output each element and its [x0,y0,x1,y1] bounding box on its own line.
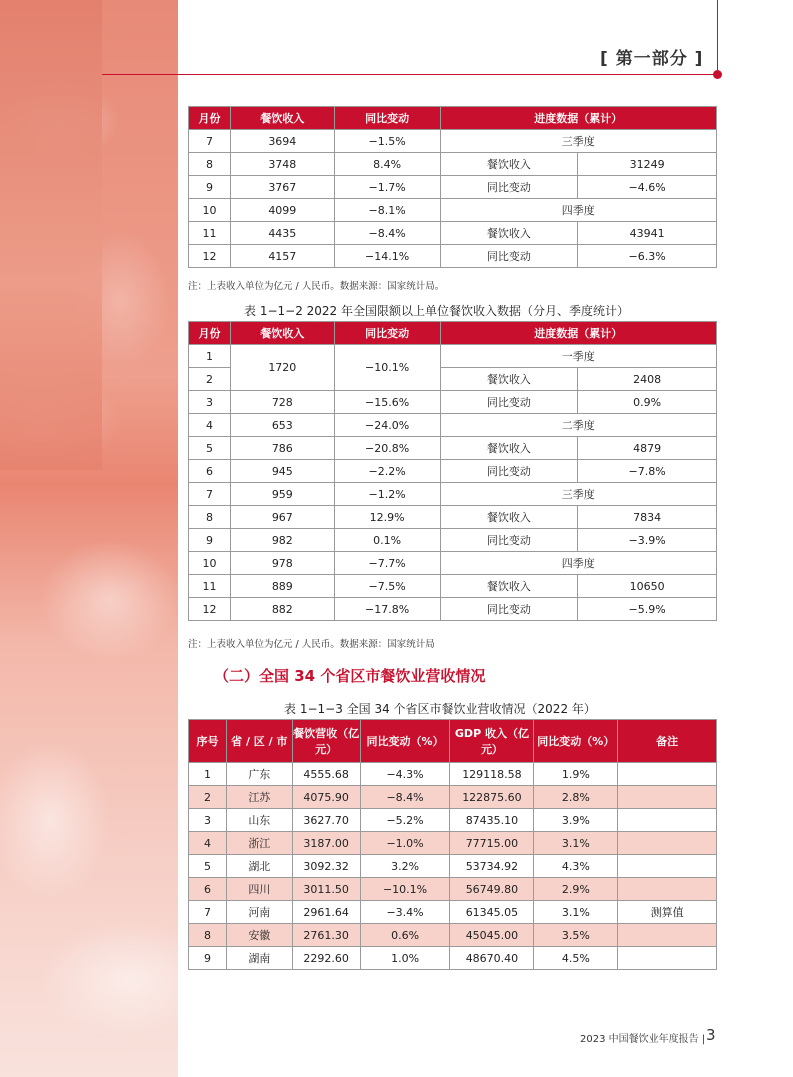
table-cell: 1.9% [534,763,618,786]
col-index: 序号 [189,720,227,763]
table-cell: 3187.00 [292,832,360,855]
table-cell: 0.9% [578,391,717,414]
col-change: 同比变动 [334,322,440,345]
table-cell: −1.2% [334,483,440,506]
table-cell: −7.7% [334,552,440,575]
table-cell: 77715.00 [450,832,534,855]
table-cell: 湖北 [226,855,292,878]
table-cell: 8 [189,924,227,947]
table-cell: 3 [189,809,227,832]
section-heading: （二）全国 34 个省区市餐饮业营收情况 [214,667,486,685]
table-cell: 餐饮收入 [440,575,578,598]
table-cell: 1720 [230,345,334,391]
table-cell: 2761.30 [292,924,360,947]
table-cell: 6 [189,878,227,901]
table-cell: −10.1% [360,878,450,901]
table-cell: 7834 [578,506,717,529]
table-cell: 9 [189,529,231,552]
table-cell: −3.4% [360,901,450,924]
table-cell: 河南 [226,901,292,924]
table-cell: 0.6% [360,924,450,947]
table-cell: 11 [189,575,231,598]
table-cell [618,832,717,855]
table-cell: 2408 [578,368,717,391]
table-cell: 43941 [578,222,717,245]
col-gdp-change: 同比变动（%） [534,720,618,763]
table-cell: 浙江 [226,832,292,855]
table-cell: 8 [189,153,231,176]
table-cell: 6 [189,460,231,483]
table-cell: 三季度 [440,130,716,153]
table-cell: 31249 [578,153,717,176]
table-cell: 2961.64 [292,901,360,924]
table-row [189,924,717,947]
table-cell: 56749.80 [450,878,534,901]
table-cell: 4075.90 [292,786,360,809]
page-number: 3 [706,1026,716,1044]
table-cell: 四川 [226,878,292,901]
table-cell: 786 [230,437,334,460]
table-cell: 9 [189,947,227,970]
table-row [189,222,717,245]
table-cell: 8.4% [334,153,440,176]
col-revenue-change: 同比变动（%） [360,720,450,763]
table-cell: −17.8% [334,598,440,621]
table-cell: 4.5% [534,947,618,970]
table-cell: 48670.40 [450,947,534,970]
table-row [189,245,717,268]
table-cell: 安徽 [226,924,292,947]
table-cell: 8 [189,506,231,529]
col-progress: 进度数据（累计） [440,322,716,345]
table-cell: 3748 [230,153,334,176]
table-cell: 959 [230,483,334,506]
table-cell: 4555.68 [292,763,360,786]
col-province: 省 / 区 / 市 [226,720,292,763]
table-cell: 3.2% [360,855,450,878]
table-cell: −4.6% [578,176,717,199]
col-gdp: GDP 收入（亿元） [450,720,534,763]
table-cell: −14.1% [334,245,440,268]
table-row [189,901,717,924]
table-cell: 12 [189,245,231,268]
table-cell: −8.4% [334,222,440,245]
col-remarks: 备注 [618,720,717,763]
table-cell: 同比变动 [440,529,578,552]
table-cell: −6.3% [578,245,717,268]
table3-caption: 表 1−1−3 全国 34 个省区市餐饮业营收情况（2022 年） [284,702,596,716]
table-cell: 3627.70 [292,809,360,832]
table-cell [618,855,717,878]
table-cell: 4157 [230,245,334,268]
table-cell: 餐饮收入 [440,222,578,245]
col-revenue: 餐饮收入 [230,107,334,130]
table-cell: 江苏 [226,786,292,809]
table-cell: 889 [230,575,334,598]
table-cell: −20.8% [334,437,440,460]
table-cell: 11 [189,222,231,245]
table2-caption: 表 1−1−2 2022 年全国限额以上单位餐饮收入数据（分月、季度统计） [244,304,629,318]
table-row [189,786,717,809]
table-cell: 4099 [230,199,334,222]
table-cell: 同比变动 [440,391,578,414]
table-cell: 1 [189,763,227,786]
table-cell: 12.9% [334,506,440,529]
table-cell: −8.4% [360,786,450,809]
table-cell: 山东 [226,809,292,832]
table-cell: −24.0% [334,414,440,437]
table-cell: 3.1% [534,832,618,855]
table-cell: 5 [189,855,227,878]
table-row [189,199,717,222]
header-rule [102,74,717,75]
table-cell: 3.1% [534,901,618,924]
table-cell: −5.2% [360,809,450,832]
table-cell: 广东 [226,763,292,786]
table-cell: −4.3% [360,763,450,786]
header-rule-dot [713,70,722,79]
table-row [189,832,717,855]
table-cell: 10 [189,199,231,222]
section-label: [ 第一部分 ] [600,49,704,69]
table-cell: −3.9% [578,529,717,552]
table-row [189,437,717,460]
table-row [189,345,717,368]
table-cell: 7 [189,483,231,506]
table-cell: 餐饮收入 [440,437,578,460]
table-cell: 3.9% [534,809,618,832]
table-cell: −7.8% [578,460,717,483]
table-row [189,130,717,153]
table-cell: 2 [189,786,227,809]
table-cell: 122875.60 [450,786,534,809]
table-row [189,552,717,575]
table-cell: 2 [189,368,231,391]
table-cell: 同比变动 [440,598,578,621]
table-row [189,878,717,901]
table-provinces [188,719,717,970]
table-row [189,809,717,832]
table-cell: 7 [189,901,227,924]
table-cell [618,763,717,786]
table-cell: −1.0% [360,832,450,855]
table-cell: 四季度 [440,199,716,222]
table-row [189,575,717,598]
table-cell: 2.8% [534,786,618,809]
table-cell: 3 [189,391,231,414]
table-cell: −10.1% [334,345,440,391]
col-progress: 进度数据（累计） [440,107,716,130]
table-cell: −8.1% [334,199,440,222]
table-cell: 87435.10 [450,809,534,832]
table-cell: 10 [189,552,231,575]
table-cell: 3011.50 [292,878,360,901]
table-cell: −2.2% [334,460,440,483]
table-row [189,153,717,176]
table-cell: 7 [189,130,231,153]
table-cell: 同比变动 [440,245,578,268]
table-row [189,598,717,621]
col-revenue: 餐饮收入 [230,322,334,345]
table-row [189,414,717,437]
table-row [189,947,717,970]
table-cell: 4879 [578,437,717,460]
table-cell: 餐饮收入 [440,368,578,391]
table-monthly-quarterly [188,321,717,621]
table-cell [618,786,717,809]
footer-report-title: 2023 中国餐饮业年度报告 | [580,1034,706,1045]
table-cell: 967 [230,506,334,529]
table-row [189,506,717,529]
table-cell: 3.5% [534,924,618,947]
table-cell: −7.5% [334,575,440,598]
table-cell: 0.1% [334,529,440,552]
col-month: 月份 [189,322,231,345]
table-row [189,483,717,506]
table-cell: 5 [189,437,231,460]
table-cell: 3092.32 [292,855,360,878]
col-month: 月份 [189,107,231,130]
decorative-photo-top [0,0,102,470]
table-row [189,391,717,414]
table-cell: 同比变动 [440,176,578,199]
table-cell: 728 [230,391,334,414]
table-cell: 3694 [230,130,334,153]
table-cell: 同比变动 [440,460,578,483]
table-monthly-2 [188,106,717,268]
table1-note: 注：上表收入单位为亿元 / 人民币。数据来源：国家统计局。 [188,281,445,292]
table-cell [618,809,717,832]
table-cell: 湖南 [226,947,292,970]
table-cell: 1.0% [360,947,450,970]
table-cell: 餐饮收入 [440,153,578,176]
table-cell: 2.9% [534,878,618,901]
table-cell: 1 [189,345,231,368]
col-catering-revenue: 餐饮营收（亿元） [292,720,360,763]
table-cell [618,878,717,901]
table-cell: −5.9% [578,598,717,621]
table-cell: −1.7% [334,176,440,199]
table-cell: 餐饮收入 [440,506,578,529]
table-row [189,176,717,199]
header-vertical-rule [717,0,718,74]
table-cell: 9 [189,176,231,199]
table-cell: 4435 [230,222,334,245]
table-cell [618,924,717,947]
table-cell: 129118.58 [450,763,534,786]
table-cell: 978 [230,552,334,575]
table-cell: 982 [230,529,334,552]
table-cell: 2292.60 [292,947,360,970]
table-cell: 四季度 [440,552,716,575]
table-row [189,460,717,483]
table-cell: 12 [189,598,231,621]
table-cell: 4 [189,414,231,437]
table-cell: 945 [230,460,334,483]
table-cell: 10650 [578,575,717,598]
table-row [189,529,717,552]
table-cell: 45045.00 [450,924,534,947]
table2-note: 注：上表收入单位为亿元 / 人民币。数据来源：国家统计局 [188,639,435,650]
table-cell: 三季度 [440,483,716,506]
table-cell: −15.6% [334,391,440,414]
table-cell: 61345.05 [450,901,534,924]
table-cell [618,947,717,970]
table-cell: 882 [230,598,334,621]
table-cell: 二季度 [440,414,716,437]
col-change: 同比变动 [334,107,440,130]
table-cell: 3767 [230,176,334,199]
table-cell: 测算值 [618,901,717,924]
table-cell: 4.3% [534,855,618,878]
table-row [189,855,717,878]
table-cell: 4 [189,832,227,855]
table-cell: 一季度 [440,345,716,368]
table-row [189,763,717,786]
table-cell: 53734.92 [450,855,534,878]
table-cell: −1.5% [334,130,440,153]
table-cell: 653 [230,414,334,437]
